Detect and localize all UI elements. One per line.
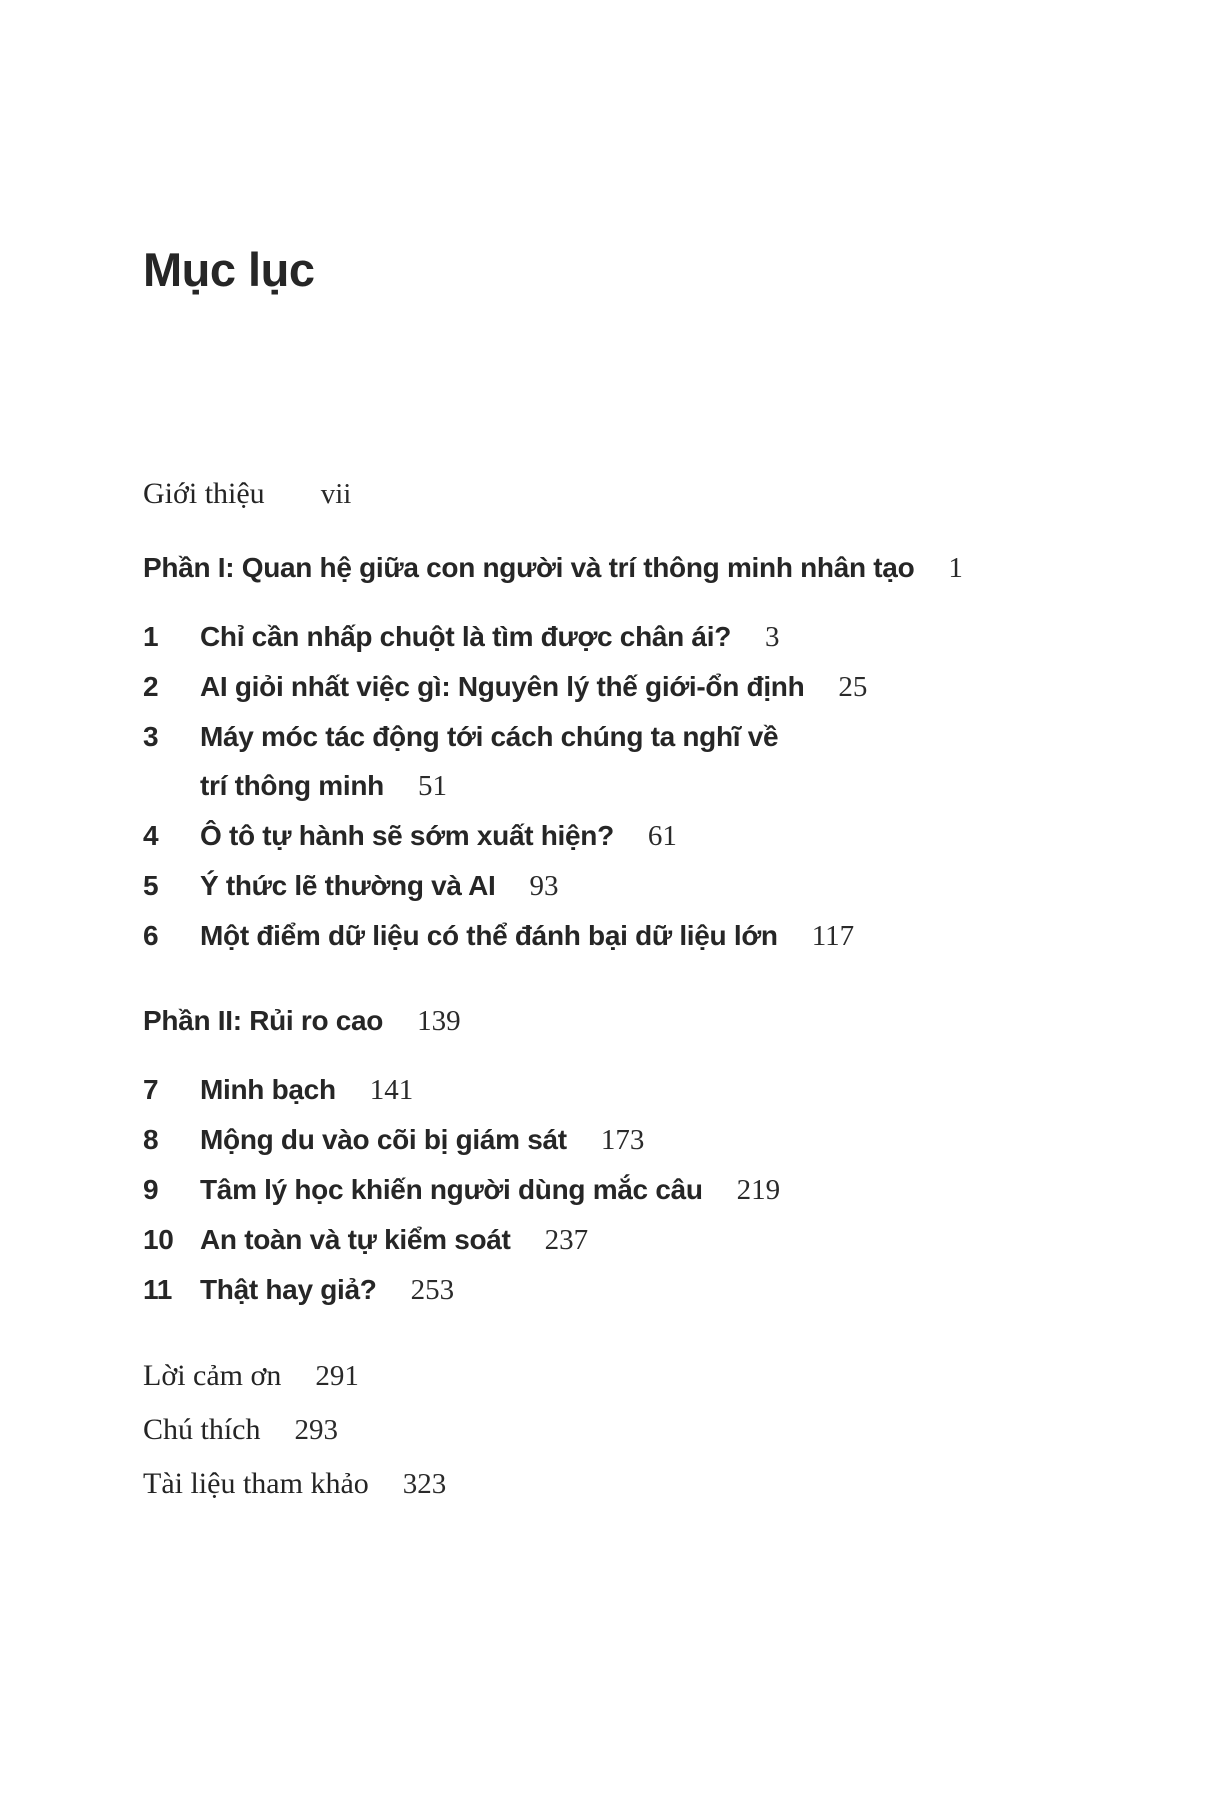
part-1-label: Phần I: Quan hệ giữa con người và trí thông minh nhân tạo: [143, 552, 915, 583]
part-1-chapter-list: [143, 612, 1161, 961]
chapter-page: 93: [529, 870, 559, 902]
chapter-number: 1: [143, 621, 159, 652]
part-1-page: 1: [948, 552, 963, 584]
part-1-heading: [143, 551, 1161, 585]
chapter-page: 117: [811, 920, 855, 952]
chapter-number: 5: [143, 870, 159, 901]
chapter-page: 61: [647, 820, 677, 852]
toc-entry-chapter-4: [143, 811, 1161, 861]
chapter-title: Thật hay giả?: [200, 1274, 377, 1305]
chapter-number: 3: [143, 721, 159, 752]
toc-entry-chapter-11: [143, 1265, 1161, 1315]
toc-entry-acknowledgements: [143, 1349, 1161, 1403]
toc-entry-chapter-6: [143, 911, 1161, 961]
chapter-title-block: [200, 1165, 780, 1215]
chapter-page: 141: [369, 1074, 414, 1106]
toc-entry-page: 291: [315, 1360, 359, 1392]
chapter-title-line-1: Máy móc tác động tới cách chúng ta nghĩ về: [200, 721, 779, 752]
toc-entry-page: vii: [320, 478, 352, 510]
chapter-title: Ô tô tự hành sẽ sớm xuất hiện?: [200, 820, 614, 851]
chapter-page: 173: [600, 1124, 645, 1156]
toc-entry-label: Tài liệu tham khảo: [143, 1467, 369, 1500]
front-matter-section: [143, 467, 1161, 521]
chapter-number: 11: [143, 1274, 172, 1305]
chapter-number: 6: [143, 920, 159, 951]
chapter-title-block: [200, 1265, 454, 1315]
chapter-page: 25: [838, 671, 868, 703]
chapter-title-block: [200, 662, 867, 712]
chapter-number: 2: [143, 671, 159, 702]
chapter-page: 253: [410, 1274, 455, 1306]
chapter-title-block: [200, 861, 559, 911]
chapter-title-block: [200, 1115, 644, 1165]
chapter-title: Ý thức lẽ thường và AI: [200, 870, 496, 901]
chapter-title: Tâm lý học khiến người dùng mắc câu: [200, 1174, 703, 1205]
part-2-page: 139: [417, 1005, 461, 1037]
toc-entry-page: 293: [294, 1414, 338, 1446]
chapter-title: Mộng du vào cõi bị giám sát: [200, 1124, 567, 1155]
chapter-page: 237: [544, 1224, 589, 1256]
chapter-title-block: [200, 811, 677, 861]
chapter-number: 8: [143, 1124, 159, 1155]
chapter-title: Minh bạch: [200, 1074, 336, 1105]
toc-entry-intro: [143, 467, 1161, 521]
chapter-title: Chỉ cần nhấp chuột là tìm được chân ái?: [200, 621, 731, 652]
page-title: Mục lục: [143, 243, 315, 296]
toc-entry-label: Chú thích: [143, 1413, 261, 1446]
toc-entry-chapter-7: [143, 1065, 1161, 1115]
toc-entry-chapter-10: [143, 1215, 1161, 1265]
back-matter-section: [143, 1349, 1161, 1511]
chapter-title-line-2: [200, 761, 778, 811]
part-2-heading: [143, 1004, 1161, 1038]
chapter-title-block: [200, 612, 780, 662]
toc-entry-label: Giới thiệu: [143, 477, 265, 510]
toc-entry-page: 323: [402, 1468, 447, 1500]
toc-entry-references: [143, 1457, 1161, 1511]
toc-entry-label: Lời cảm ơn: [143, 1359, 282, 1392]
chapter-number: 7: [143, 1074, 159, 1105]
chapter-title: Một điểm dữ liệu có thể đánh bại dữ liệu lớn: [200, 920, 778, 951]
chapter-page: 219: [736, 1174, 781, 1206]
chapter-page: 51: [417, 770, 447, 802]
toc-entry-chapter-5: [143, 861, 1161, 911]
chapter-number: 9: [143, 1174, 159, 1205]
chapter-title: trí thông minh: [200, 770, 384, 801]
chapter-number: 10: [143, 1224, 174, 1255]
chapter-title: An toàn và tự kiểm soát: [200, 1224, 511, 1255]
toc-entry-chapter-8: [143, 1115, 1161, 1165]
chapter-title-block: [200, 1215, 588, 1265]
part-2-chapter-list: [143, 1065, 1161, 1315]
chapter-title: AI giỏi nhất việc gì: Nguyên lý thế giới-ổn định: [200, 671, 805, 702]
chapter-page: 3: [765, 621, 780, 653]
chapter-title-block: [200, 1065, 413, 1115]
chapter-title-block: [200, 911, 854, 961]
toc-entry-notes: [143, 1403, 1161, 1457]
toc-entry-chapter-1: [143, 612, 1161, 662]
chapter-title-block: [200, 712, 778, 811]
chapter-number: 4: [143, 820, 159, 851]
part-2-label: Phần II: Rủi ro cao: [143, 1005, 384, 1036]
toc-entry-chapter-9: [143, 1165, 1161, 1215]
toc-entry-chapter-2: [143, 662, 1161, 712]
toc-entry-chapter-3: [143, 712, 1161, 811]
